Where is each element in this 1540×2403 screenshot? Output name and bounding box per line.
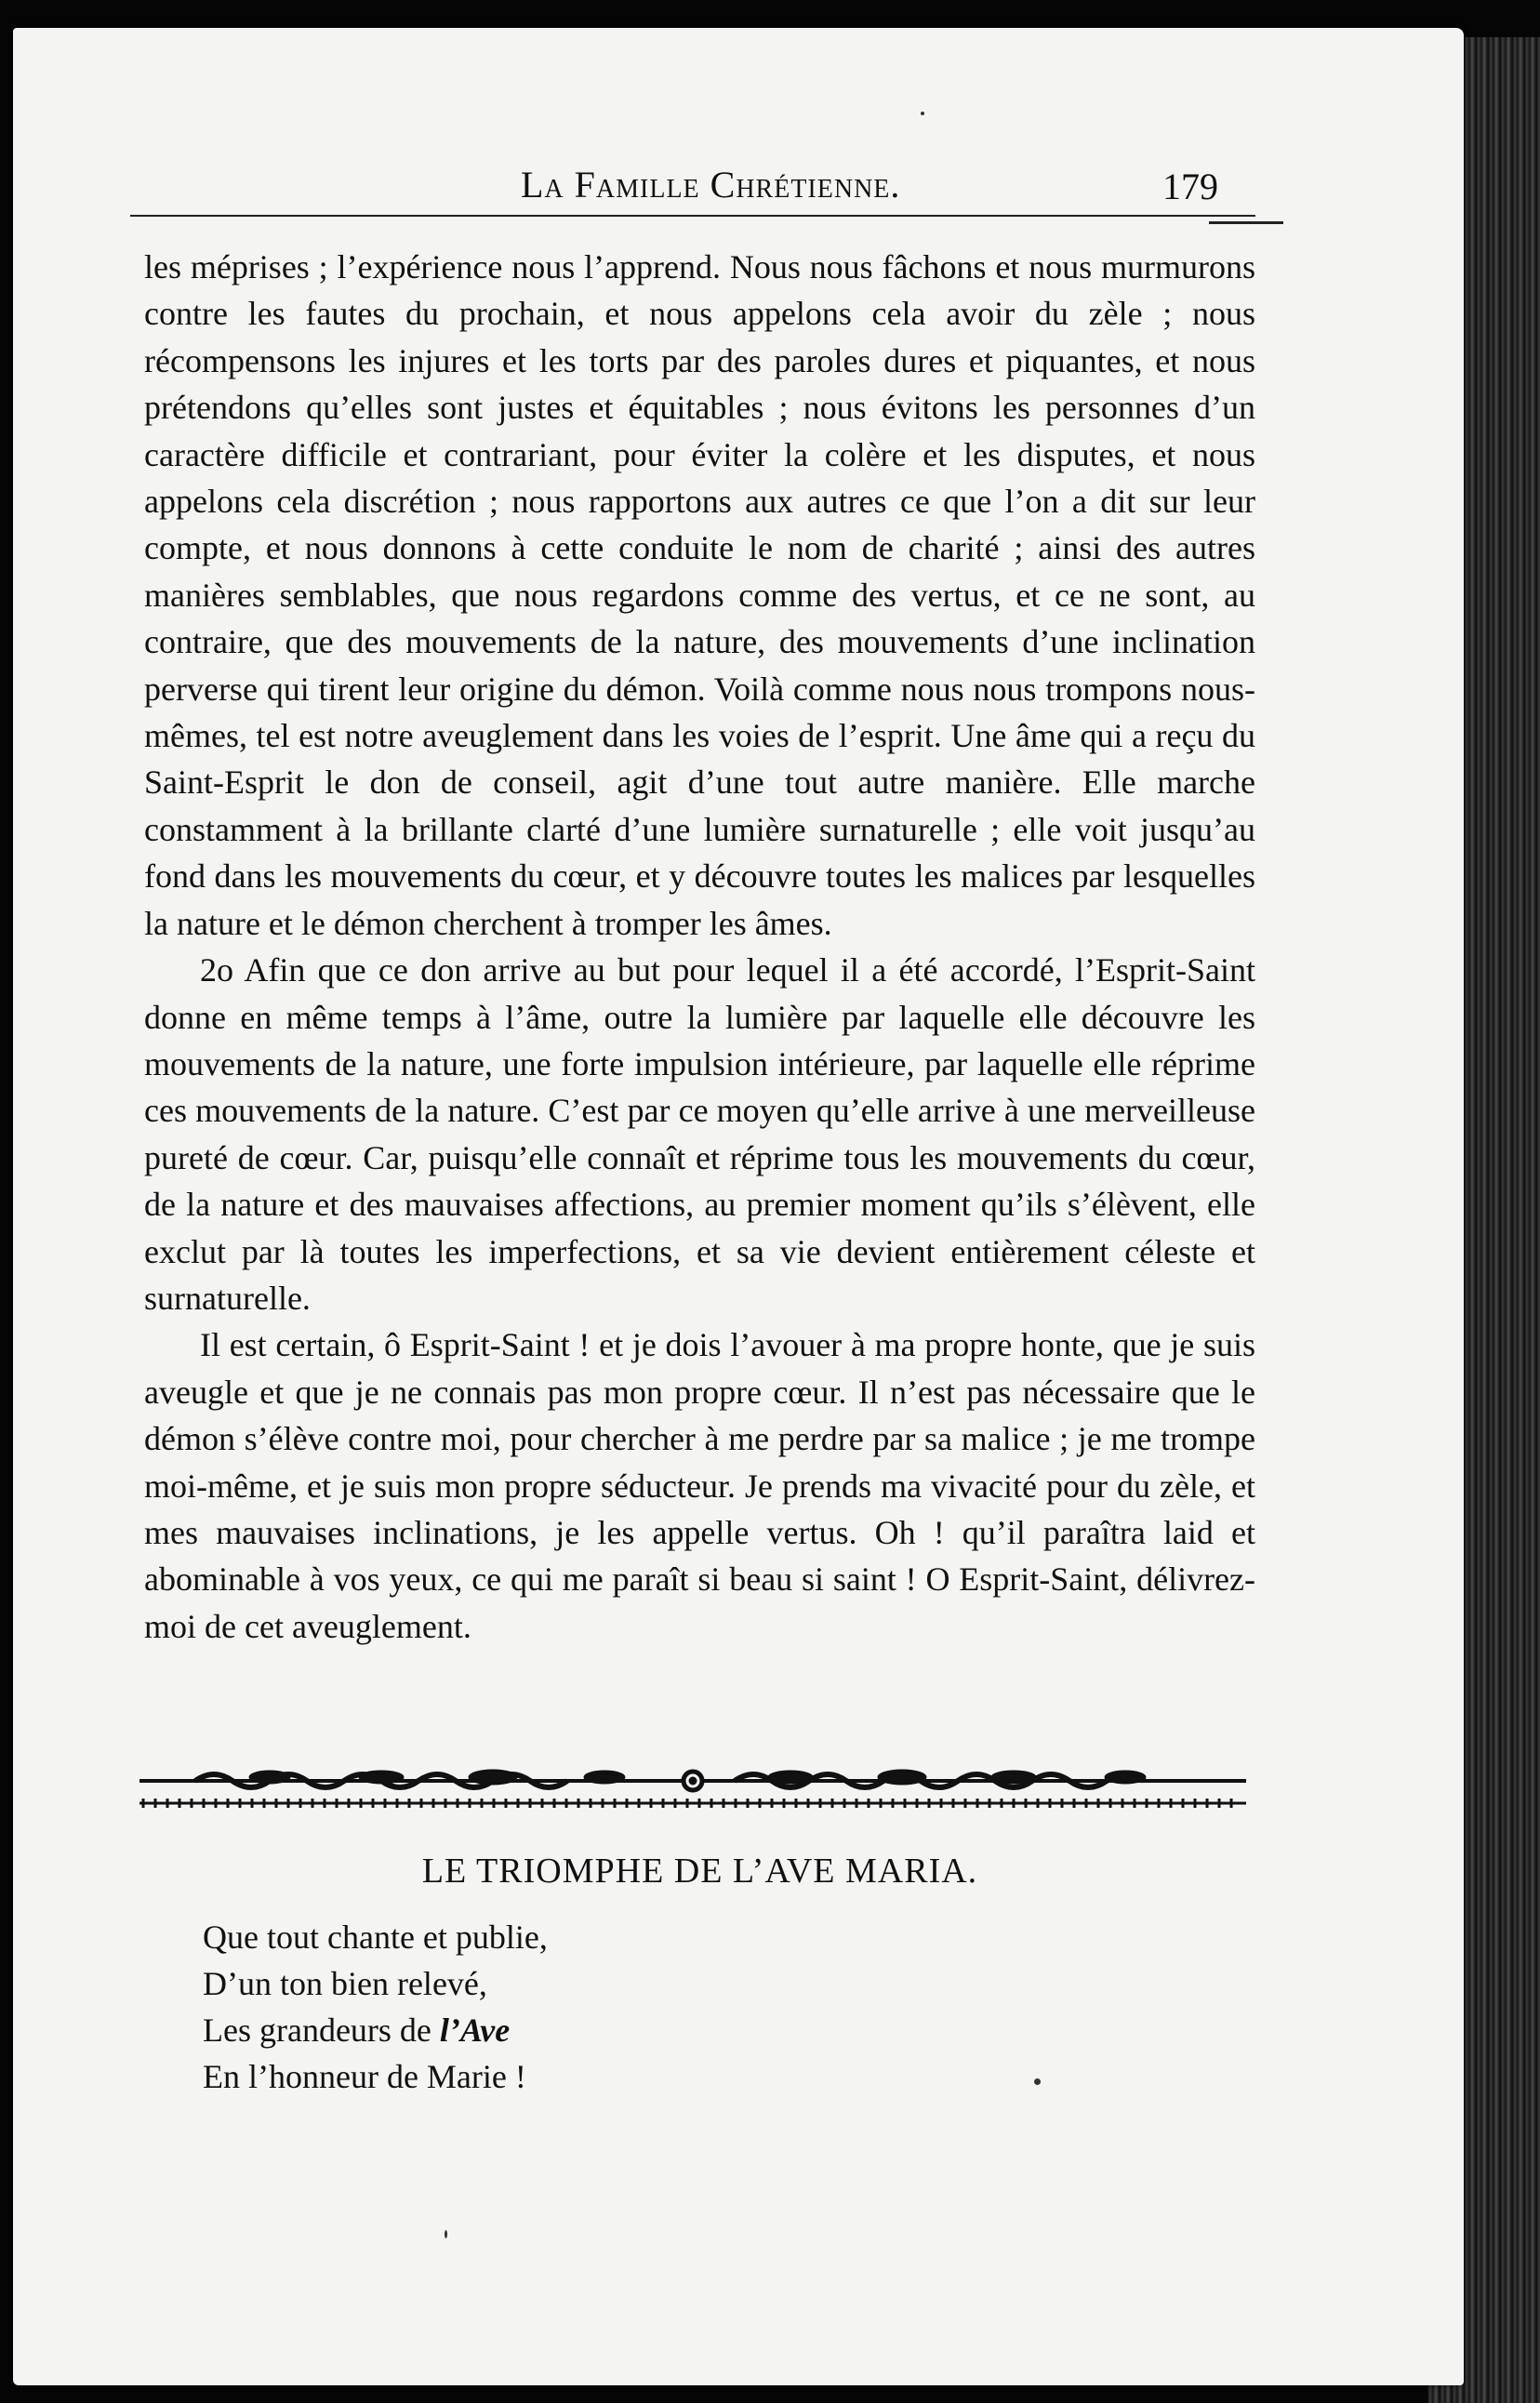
header-rule-accent (1209, 221, 1283, 224)
body-text (144, 244, 1255, 1650)
header-rule (130, 215, 1255, 217)
poem (203, 1914, 548, 2100)
paragraph-2: 2o Afin que ce don arrive au but pour lequel il a été accordé, l’Esprit-Saint donne en même temps à l’âme, outre la lumière par laquelle elle découvre les mouvements de la nature, une forte impulsion intérieure, par laquelle elle réprime ces mouvements de la nature. C’est par ce moyen qu’elle arrive à une merveilleuse pureté de cœur. Car, puisqu’elle connaît et réprime tous les mouvements du cœur, de la nature et des mauvaises affections, au premier moment qu’ils s’élèvent, elle exclut par là toutes les imperfections, et sa vie devient entièrement céleste et surnaturelle. (144, 951, 1255, 1317)
poem-line-4: En l’honneur de Marie ! (203, 2058, 526, 2095)
ink-speck (1034, 2078, 1041, 2085)
paragraph-1: les méprises ; l’expérience nous l’apprend. Nous nous fâchons et nous murmurons contre les fautes du prochain, et nous appelons cela avoir du zèle ; nous récompensons les injures et les torts par des paroles dures et piquantes, et nous prétendons qu’elles sont justes et équitables ; nous évitons les personnes d’un caractère difficile et contrariant, pour éviter la colère et les disputes, et nous appelons cela discrétion ; nous rapportons aux autres ce que l’on a dit sur leur compte, et nous donnons à cette conduite le nom de charité ; ainsi des autres manières semblables, que nous regardons comme des vertus, et ce ne sont, au contraire, que des mouvements de la nature, des mouvements d’une inclination perverse qui tirent leur origine du démon. Voilà comme nous nous trompons nous-mêmes, tel est notre aveuglement dans les voies de l’esprit. Une âme qui a reçu du Saint-Esprit le don de conseil, agit d’une tout autre manière. Elle marche constamment à la brillante clarté d’une lumière surnaturelle ; elle voit jusqu’au fond dans les mouvements du cœur, et y découvre toutes les malices par lesquelles la nature et le démon cherchent à tromper les âmes. (144, 248, 1255, 942)
ornament-crosses (139, 1799, 1246, 1808)
poem-line-3-text: Les grandeurs de (203, 2011, 431, 2049)
poem-line-1: Que tout chante et publie, (203, 1918, 548, 1956)
paragraph-3: Il est certain, ô Esprit-Saint ! et je dois l’avouer à ma propre honte, que je suis aveugle et que je ne connais pas mon propre cœur. Il n’est pas nécessaire que le démon s’élève contre moi, pour chercher à me perdre par sa malice ; je me trompe moi-même, et je suis mon propre séducteur. Je prends ma vivacité pour du zèle, et mes mauvaises inclinations, je les appelle vertus. Oh ! qu’il paraîtra laid et abominable à vos yeux, ce qui me paraît si beau si saint ! O Esprit-Saint, délivrez-moi de cet aveuglement. (144, 1326, 1255, 1645)
page-number: 179 (1162, 166, 1218, 207)
ink-speck (921, 112, 924, 115)
running-title: La Famille Chrétienne. (521, 164, 901, 206)
ornamental-divider (139, 1762, 1246, 1827)
poem-italic-word: l’Ave (439, 2011, 511, 2049)
poem-title: LE TRIOMPHE DE L’AVE MARIA. (421, 1852, 978, 1891)
ink-speck (445, 2230, 447, 2238)
poem-line-2: D’un ton bien relevé, (203, 1965, 487, 2002)
page-header (130, 163, 1255, 219)
ornament-vine (139, 1770, 1246, 1790)
poem-line-3 (203, 2007, 548, 2053)
